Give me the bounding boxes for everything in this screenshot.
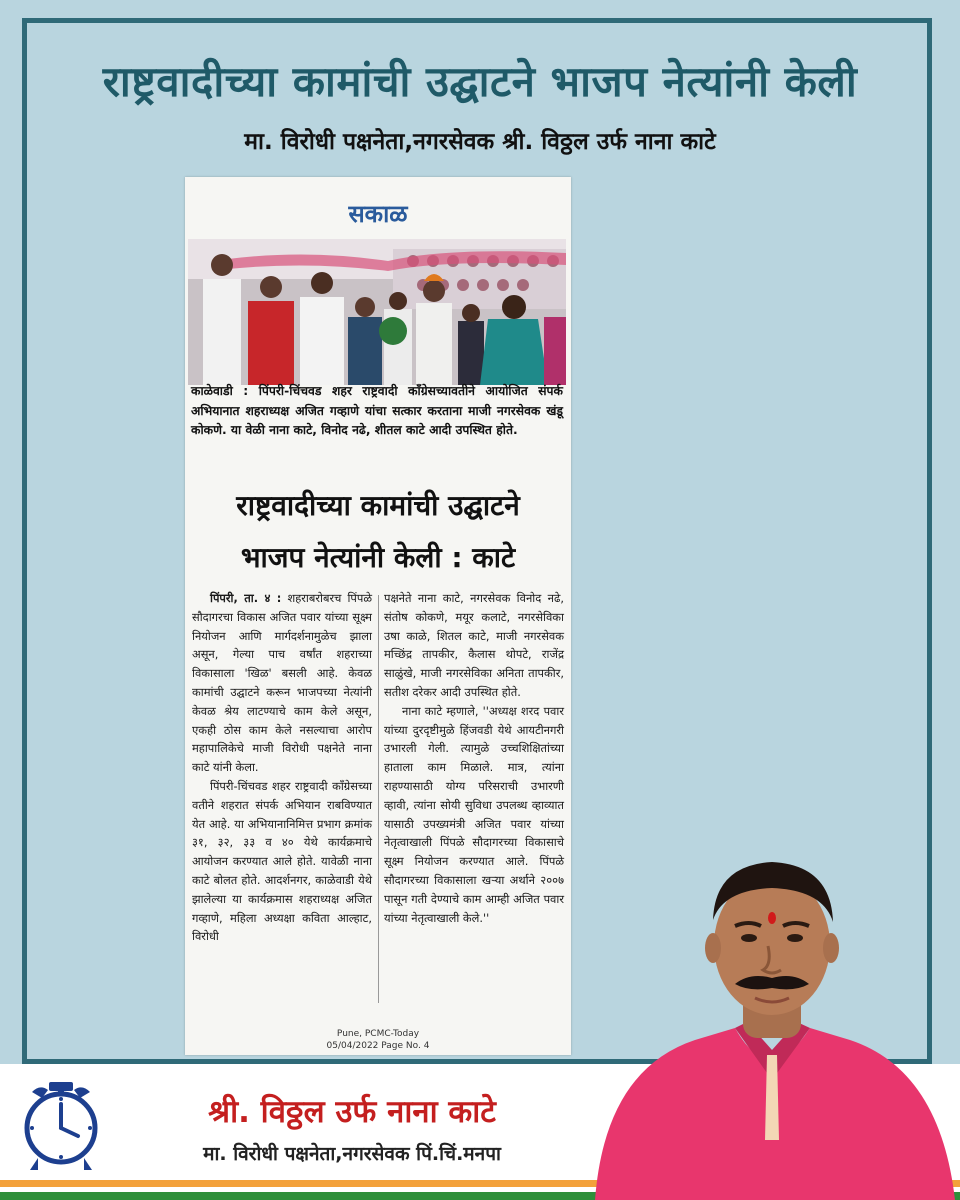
article-paragraph: नाना काटे म्हणाले, ''अध्यक्ष शरद पवार यांच्या दुरदृष्टीमुळे हिंजवडी येथे आयटीनगरी उभारली गेली. त्यामुळे उच्चशिक्षितांच्या हाताला काम मिळाले. मात्र, त्यांना राहण्यासाठी योग्य परिसराची उभारणी व्हावी, त्यांना सोयी सुविधा उपलब्ध व्हाव्यात यासाठी उपख्यमंत्री अजित पवार यांच्या नेतृत्वाखाली पिंपळे सौदागरच्या विकासाचे सूक्ष्म नियोजन करण्यात आले. पिंपळे सौदागरच्या विकासाला खऱ्या अर्थाने २००७ पासून गती देण्याचे काम आम्ही अजित पवार यांच्या नेतृत्वाखाली केले.'' [384,703,564,925]
article-paragraph: पिंपरी-चिंचवड शहर राष्ट्रवादी कॉंग्रेसच्या वतीने शहरात संपर्क अभियान राबविण्यात येत आहे. या अभियानानिमित्त प्रभाग क्रमांक ३१, ३२, ३३ व ४० येथे कार्यक्रमाचे आयोजन करण्यात आले होते. यावेळी नाना काटे बोलत होते. आदर्शनगर, काळेवाडी येथे झालेल्या या कार्यक्रमास शहराध्यक्ष अजित गव्हाणे, महिला अध्यक्षा कविता आल्हाट, विरोधी [192,778,372,944]
article-headline-line-2: भाजप नेत्यांनी केली : काटे [240,541,516,574]
clipping-source [185,1028,571,1052]
newspaper-masthead: सकाळ [348,199,408,228]
footer-leader-name: श्री. विठ्ठल उर्फ नाना काटे [208,1094,496,1130]
footer-designation: मा. विरोधी पक्षनेता,नगरसेवक पिं.चिं.मनपा [203,1143,501,1165]
poster-headline: राष्ट्रवादीच्या कामांची उद्घाटने भाजप नेत्यांनी केली [102,57,858,106]
photo-caption: काळेवाडी : पिंपरी-चिंचवड शहर राष्ट्रवादी कॉंग्रेसच्यावतीने आयोजित संपर्क अभियानात शहराध्यक्ष अजित गव्हाणे यांचा सत्कार करताना माजी नगरसेवक खंडू कोकणे. या वेळी नाना काटे, विनोद नढे, शीतल काटे आदी उपस्थित होते. [191,384,563,437]
poster-subheadline: मा. विरोधी पक्षनेता,नगरसेवक श्री. विठ्ठल उर्फ नाना काटे [244,129,716,155]
article-dateline: पिंपरी, ता. ४ : [210,591,282,605]
column-divider [378,595,379,1003]
event-photo [188,239,566,385]
source-publication: Pune, PCMC-Today [336,1029,420,1039]
article-paragraph-text: शहराबरोबरच पिंपळे सौदागरचा विकास अजित पवार यांच्या सूक्ष्म नियोजन आणि मार्गदर्शनामुळेच झाला असून, गेल्या पाच वर्षांत शहराच्या विकासाला 'खिळ' बसली आहे. केवळ कामांची उद्घाटने करून भाजपच्या नेत्यांनी केवळ श्रेय लाटण्याचे काम केले असून, एकही ठोस काम केले नसल्याचा आरोप महापालिकेचे माजी विरोधी पक्षनेते नाना काटे यांनी केला. [192,591,372,775]
event-photo-illustration [188,239,566,385]
article-headline [185,480,571,584]
newspaper-clipping [185,177,571,1055]
article-column-1 [192,589,372,946]
article-paragraph [192,589,372,777]
ncp-clock-icon [18,1072,104,1172]
source-date-page: 05/04/2022 Page No. 4 [326,1041,430,1051]
article-column-2 [384,589,564,927]
article-headline-line-1: राष्ट्रवादीच्या कामांची उद्घाटने [236,489,520,522]
article-paragraph: पक्षनेते नाना काटे, नगरसेवक विनोद नढे, संतोष कोकणे, मयूर कलाटे, नगरसेविका उषा काळे, शितल काटे, माजी नगरसेवक मच्छिंद्र तापकीर, कैलास थोपटे, राजेंद्र साळुंखे, माजी नगरसेविका अनिता तापकीर, सतीश दरेकर आदी उपस्थित होते. [384,591,564,699]
leader-portrait [585,850,960,1200]
